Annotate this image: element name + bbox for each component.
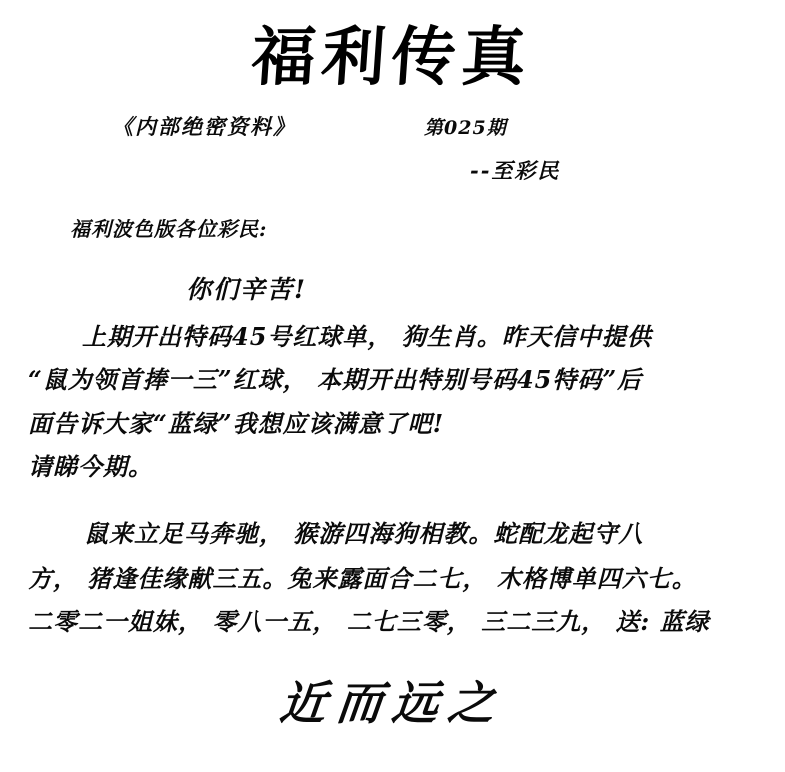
verse-line-3: 二零二一姐妹， 零八一五， 二七三零， 三二三九， 送: 蓝绿 [28, 607, 710, 637]
header-subrow [0, 111, 785, 184]
page-title: 福利传真 [249, 20, 535, 95]
document-subtitle: 《内部绝密资料》 [112, 114, 296, 140]
salutation-line: 福利波色版各位彩民: [70, 217, 268, 242]
dedication-line: --至彩民 [470, 158, 561, 184]
document-body [0, 213, 785, 642]
verse-line-2: 方， 猪逢佳缘献三五。兔来露面合二七， 木格博单四六七。 [28, 563, 697, 593]
greeting-line: 你们辛苦! [186, 275, 307, 305]
body-paragraph-3: 面告诉大家“蓝绿”我想应该满意了吧! [28, 408, 445, 438]
verse-line-1: 鼠来立足马奔驰， 猴游四海狗相教。蛇配龙起守八 [84, 519, 644, 549]
body-paragraph-4: 请睇今期。 [28, 451, 153, 481]
footer-slogan: 近而远之 [277, 675, 508, 730]
body-paragraph-2: “鼠为领首捧一三”红球， 本期开出特别号码45特码”后 [28, 365, 643, 395]
body-paragraph-1: 上期开出特码45号红球单， 狗生肖。昨天信中提供 [82, 322, 652, 352]
issue-number: 第025期 [424, 117, 507, 140]
